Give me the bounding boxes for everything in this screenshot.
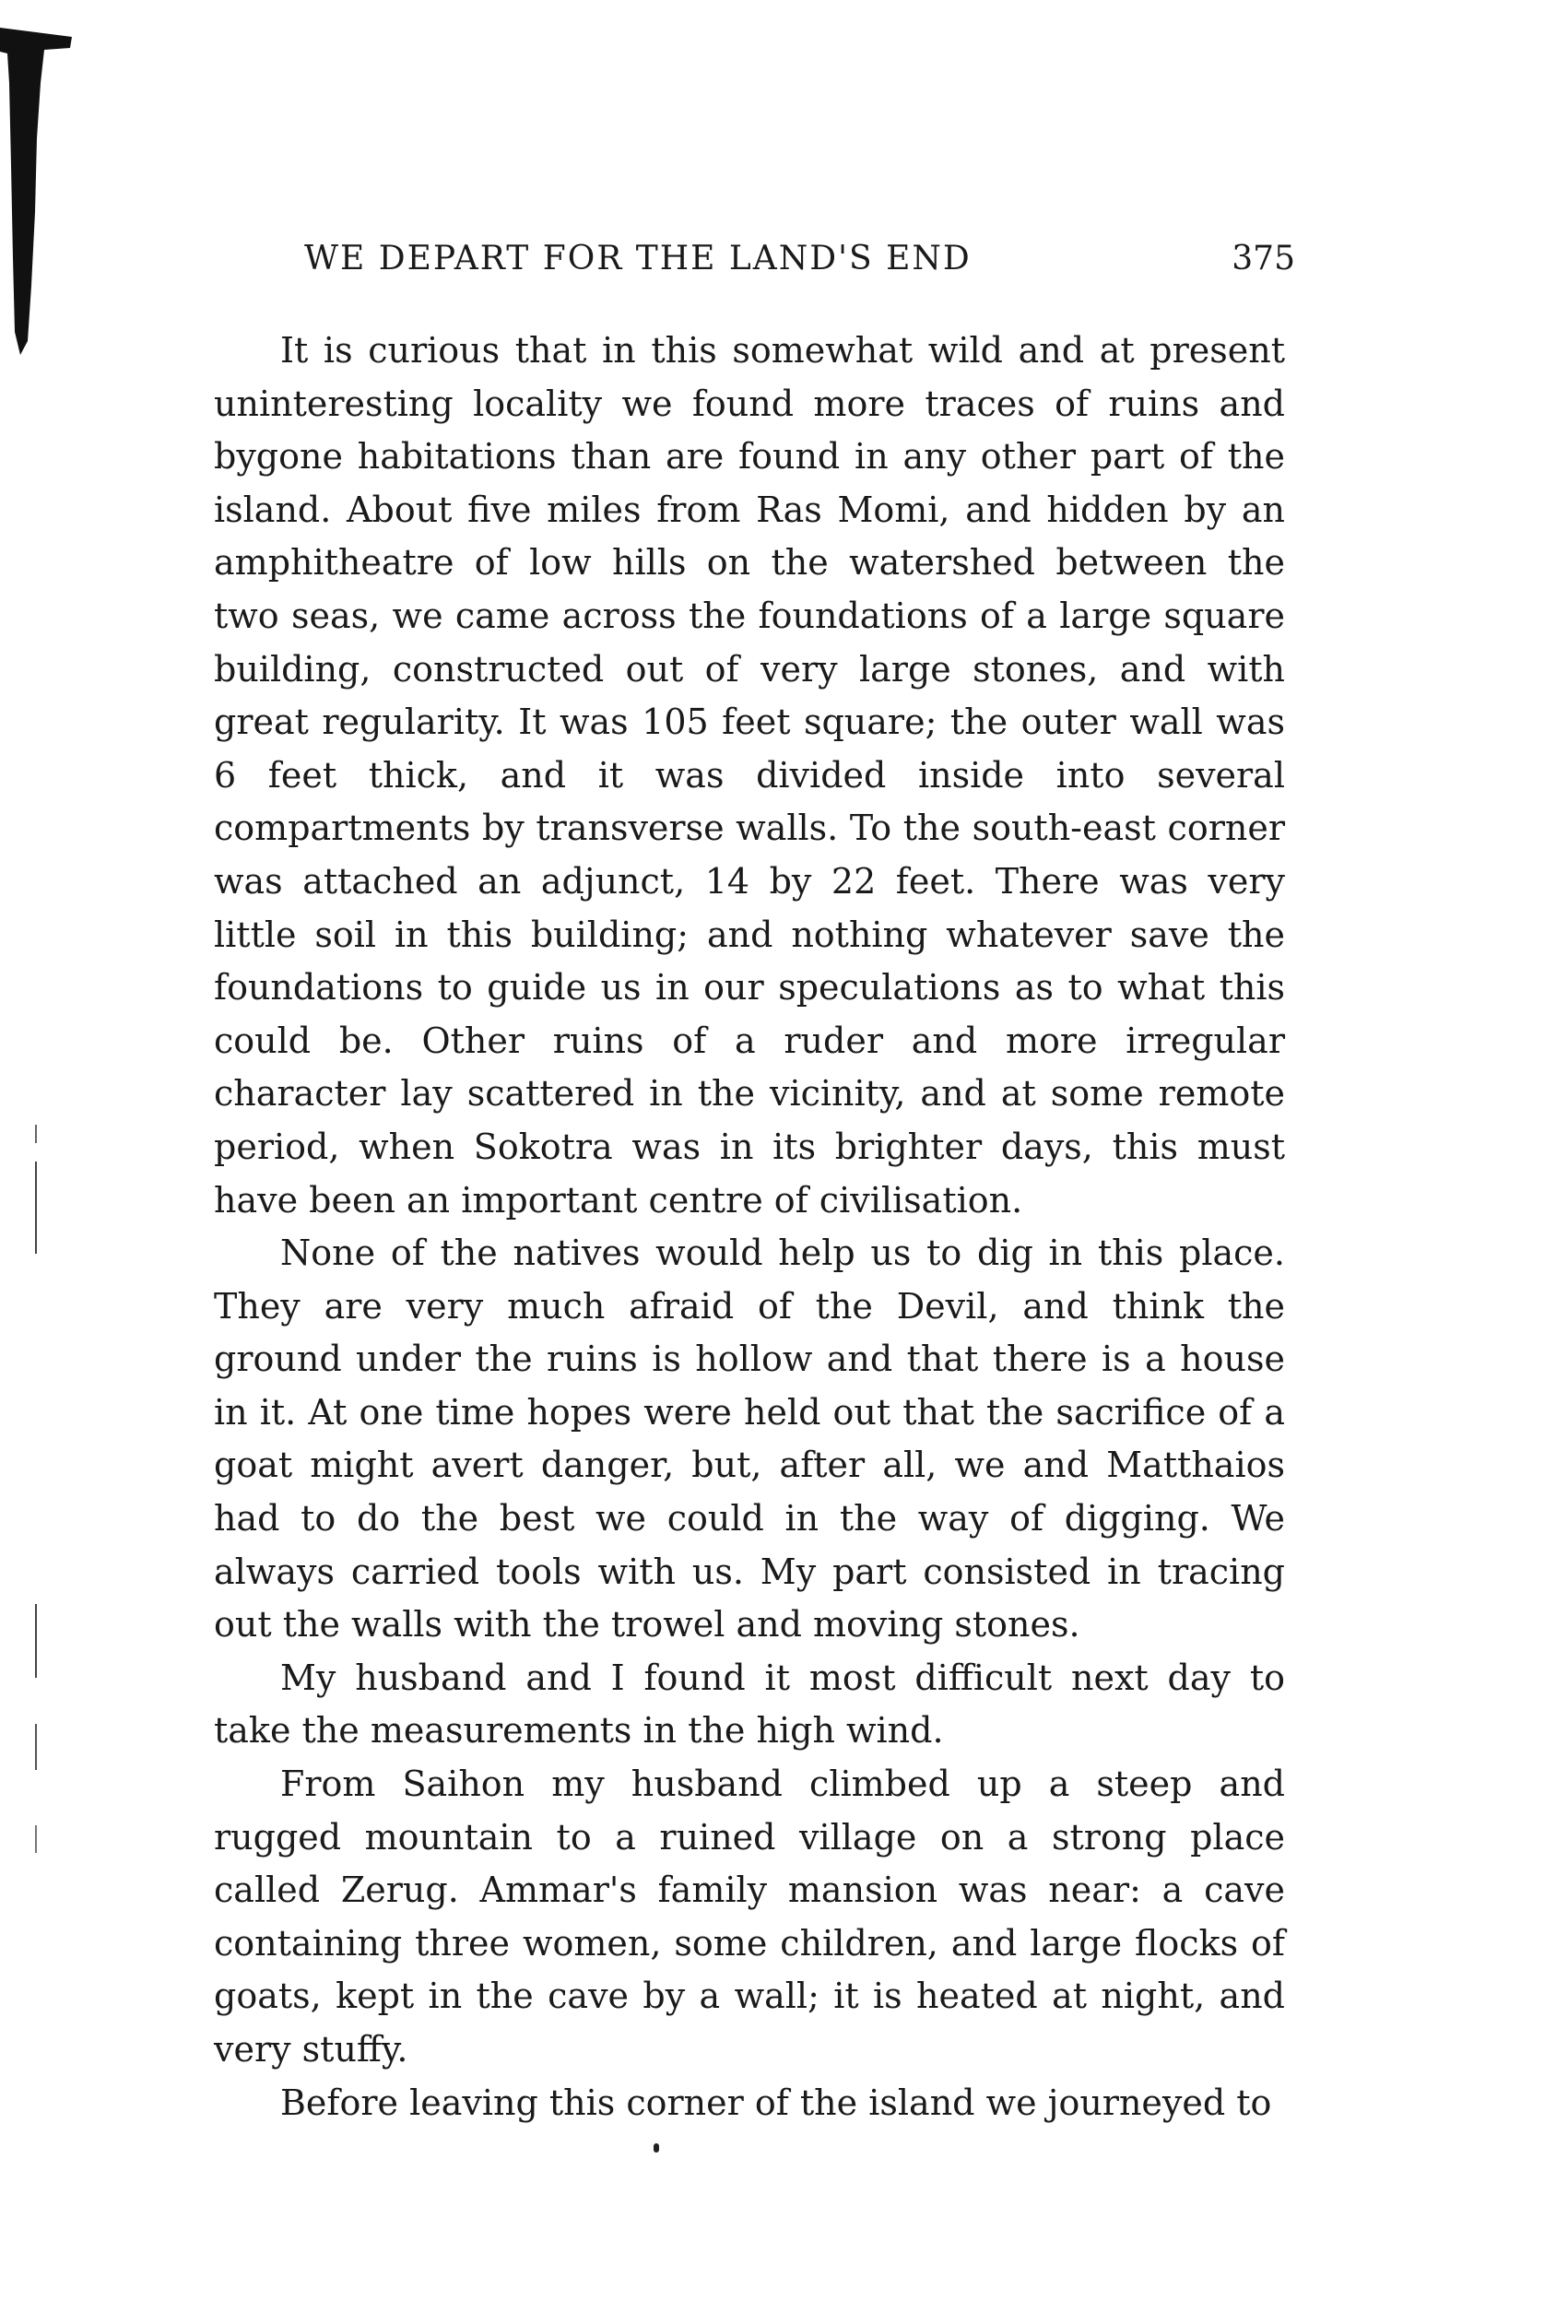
body-text	[214, 324, 1285, 2129]
paragraph: None of the natives would help us to dig in this place. They are very much afraid of the Devil, and think the ground under the ruins is hollow and that there is a house in it. At one time hopes were held out that the sacrifice of a goat might avert danger, but, after all, we and Matthaios had to do the best we could in the way of digging. We always carried tools with us. My part consisted in tracing out the walls with the trowel and moving stones.	[214, 1233, 1285, 1646]
paragraph: It is curious that in this somewhat wild and at present uninteresting locality we found more traces of ruins and bygone habitations than are found in any other part of the island. About five miles from Ras Momi, and hidden by an amphitheatre of low hills on the watershed between the two seas, we came across the foundations of a large square building, constructed out of very large stones, and with great regularity. It was 105 feet square; the outer wall was 6 feet thick, and it was divided inside into several compartments by transverse walls. To the south-east corner was attached an adjunct, 14 by 22 feet. There was very little soil in this building; and nothing whatever save the foundations to guide us in our speculations as to what this could be. Other ruins of a ruder and more irregular character lay scattered in the vicinity, and at some remote period, when Sokotra was in its brighter days, this must have been an important centre of civilisation.	[214, 330, 1285, 1221]
paragraph: Before leaving this corner of the island we journeyed to	[280, 2082, 1272, 2123]
running-head: WE DEPART FOR THE LAND'S END	[304, 240, 972, 277]
paragraph: My husband and I found it most difficult next day to take the measurements in the high wind.	[214, 1657, 1285, 1752]
ink-speck	[654, 2143, 659, 2153]
paragraph: From Saihon my husband climbed up a steep and rugged mountain to a ruined village on a strong place called Zerug. Ammar's family mansion was near: a cave containing three women, some children, and large flocks of goats, kept in the cave by a wall; it is heated at night, and very stuffy.	[214, 1764, 1285, 2070]
scan-edge-ticks	[31, 1125, 41, 1862]
page-header	[304, 240, 1295, 295]
page-number: 375	[1232, 240, 1295, 277]
binding-edge-mark	[0, 28, 72, 360]
